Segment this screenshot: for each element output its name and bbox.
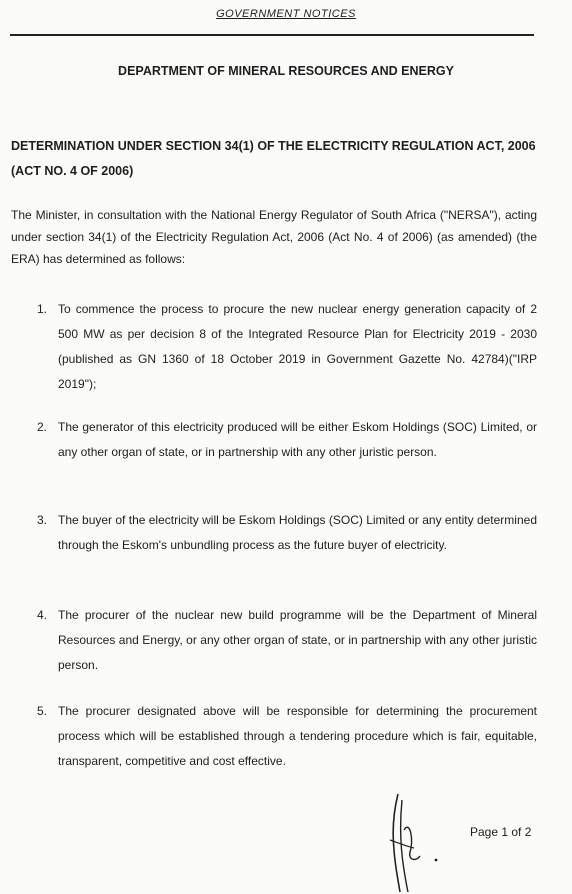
item-number: 5. <box>37 704 48 718</box>
list-item <box>37 415 537 465</box>
page-number: Page 1 of 2 <box>470 825 532 839</box>
item-text: The procurer of the nuclear new build programme will be the Department of Mineral Resources and Energy, or any other organ of state, or in partnership with any other juristic person. <box>58 608 537 672</box>
header-rule <box>10 34 534 36</box>
item-number: 4. <box>37 608 48 622</box>
determination-title: DETERMINATION UNDER SECTION 34(1) OF THE ELECTRICITY REGULATION ACT, 2006 (ACT NO. 4 OF 2006) <box>11 139 536 178</box>
intro-paragraph: The Minister, in consultation with the National Energy Regulator of South Africa ("NERSA"), acting under section 34(1) of the Electricity Regulation Act, 2006 (Act No. 4 of 2006) (as amended) (the ERA) has determined as follows: <box>11 208 537 266</box>
item-number: 1. <box>37 302 48 316</box>
item-text: To commence the process to procure the new nuclear energy generation capacity of 2 500 MW as per decision 8 of the Integrated Resource Plan for Electricity 2019 - 2030 (published as GN 1360 of 18 October 2019 in Government Gazette No. 42784)("IRP 2019"); <box>58 302 537 391</box>
signature-mark <box>380 790 450 894</box>
item-text: The generator of this electricity produced will be either Eskom Holdings (SOC) Limited, or any other organ of state, or in partnership with any other juristic person. <box>58 420 537 459</box>
page-header: GOVERNMENT NOTICES <box>216 8 356 20</box>
item-text: The procurer designated above will be responsible for determining the procurement process which will be established through a tendering procedure which is fair, equitable, transparent, competitive and cost effective. <box>58 704 537 768</box>
department-heading: DEPARTMENT OF MINERAL RESOURCES AND ENERGY <box>118 64 454 78</box>
item-number: 2. <box>37 420 48 434</box>
list-item <box>37 603 537 678</box>
list-item <box>37 297 537 397</box>
item-number: 3. <box>37 513 48 527</box>
list-item <box>37 699 537 774</box>
list-item <box>37 508 537 558</box>
item-text: The buyer of the electricity will be Eskom Holdings (SOC) Limited or any entity determined through the Eskom's unbundling process as the future buyer of electricity. <box>58 513 537 552</box>
